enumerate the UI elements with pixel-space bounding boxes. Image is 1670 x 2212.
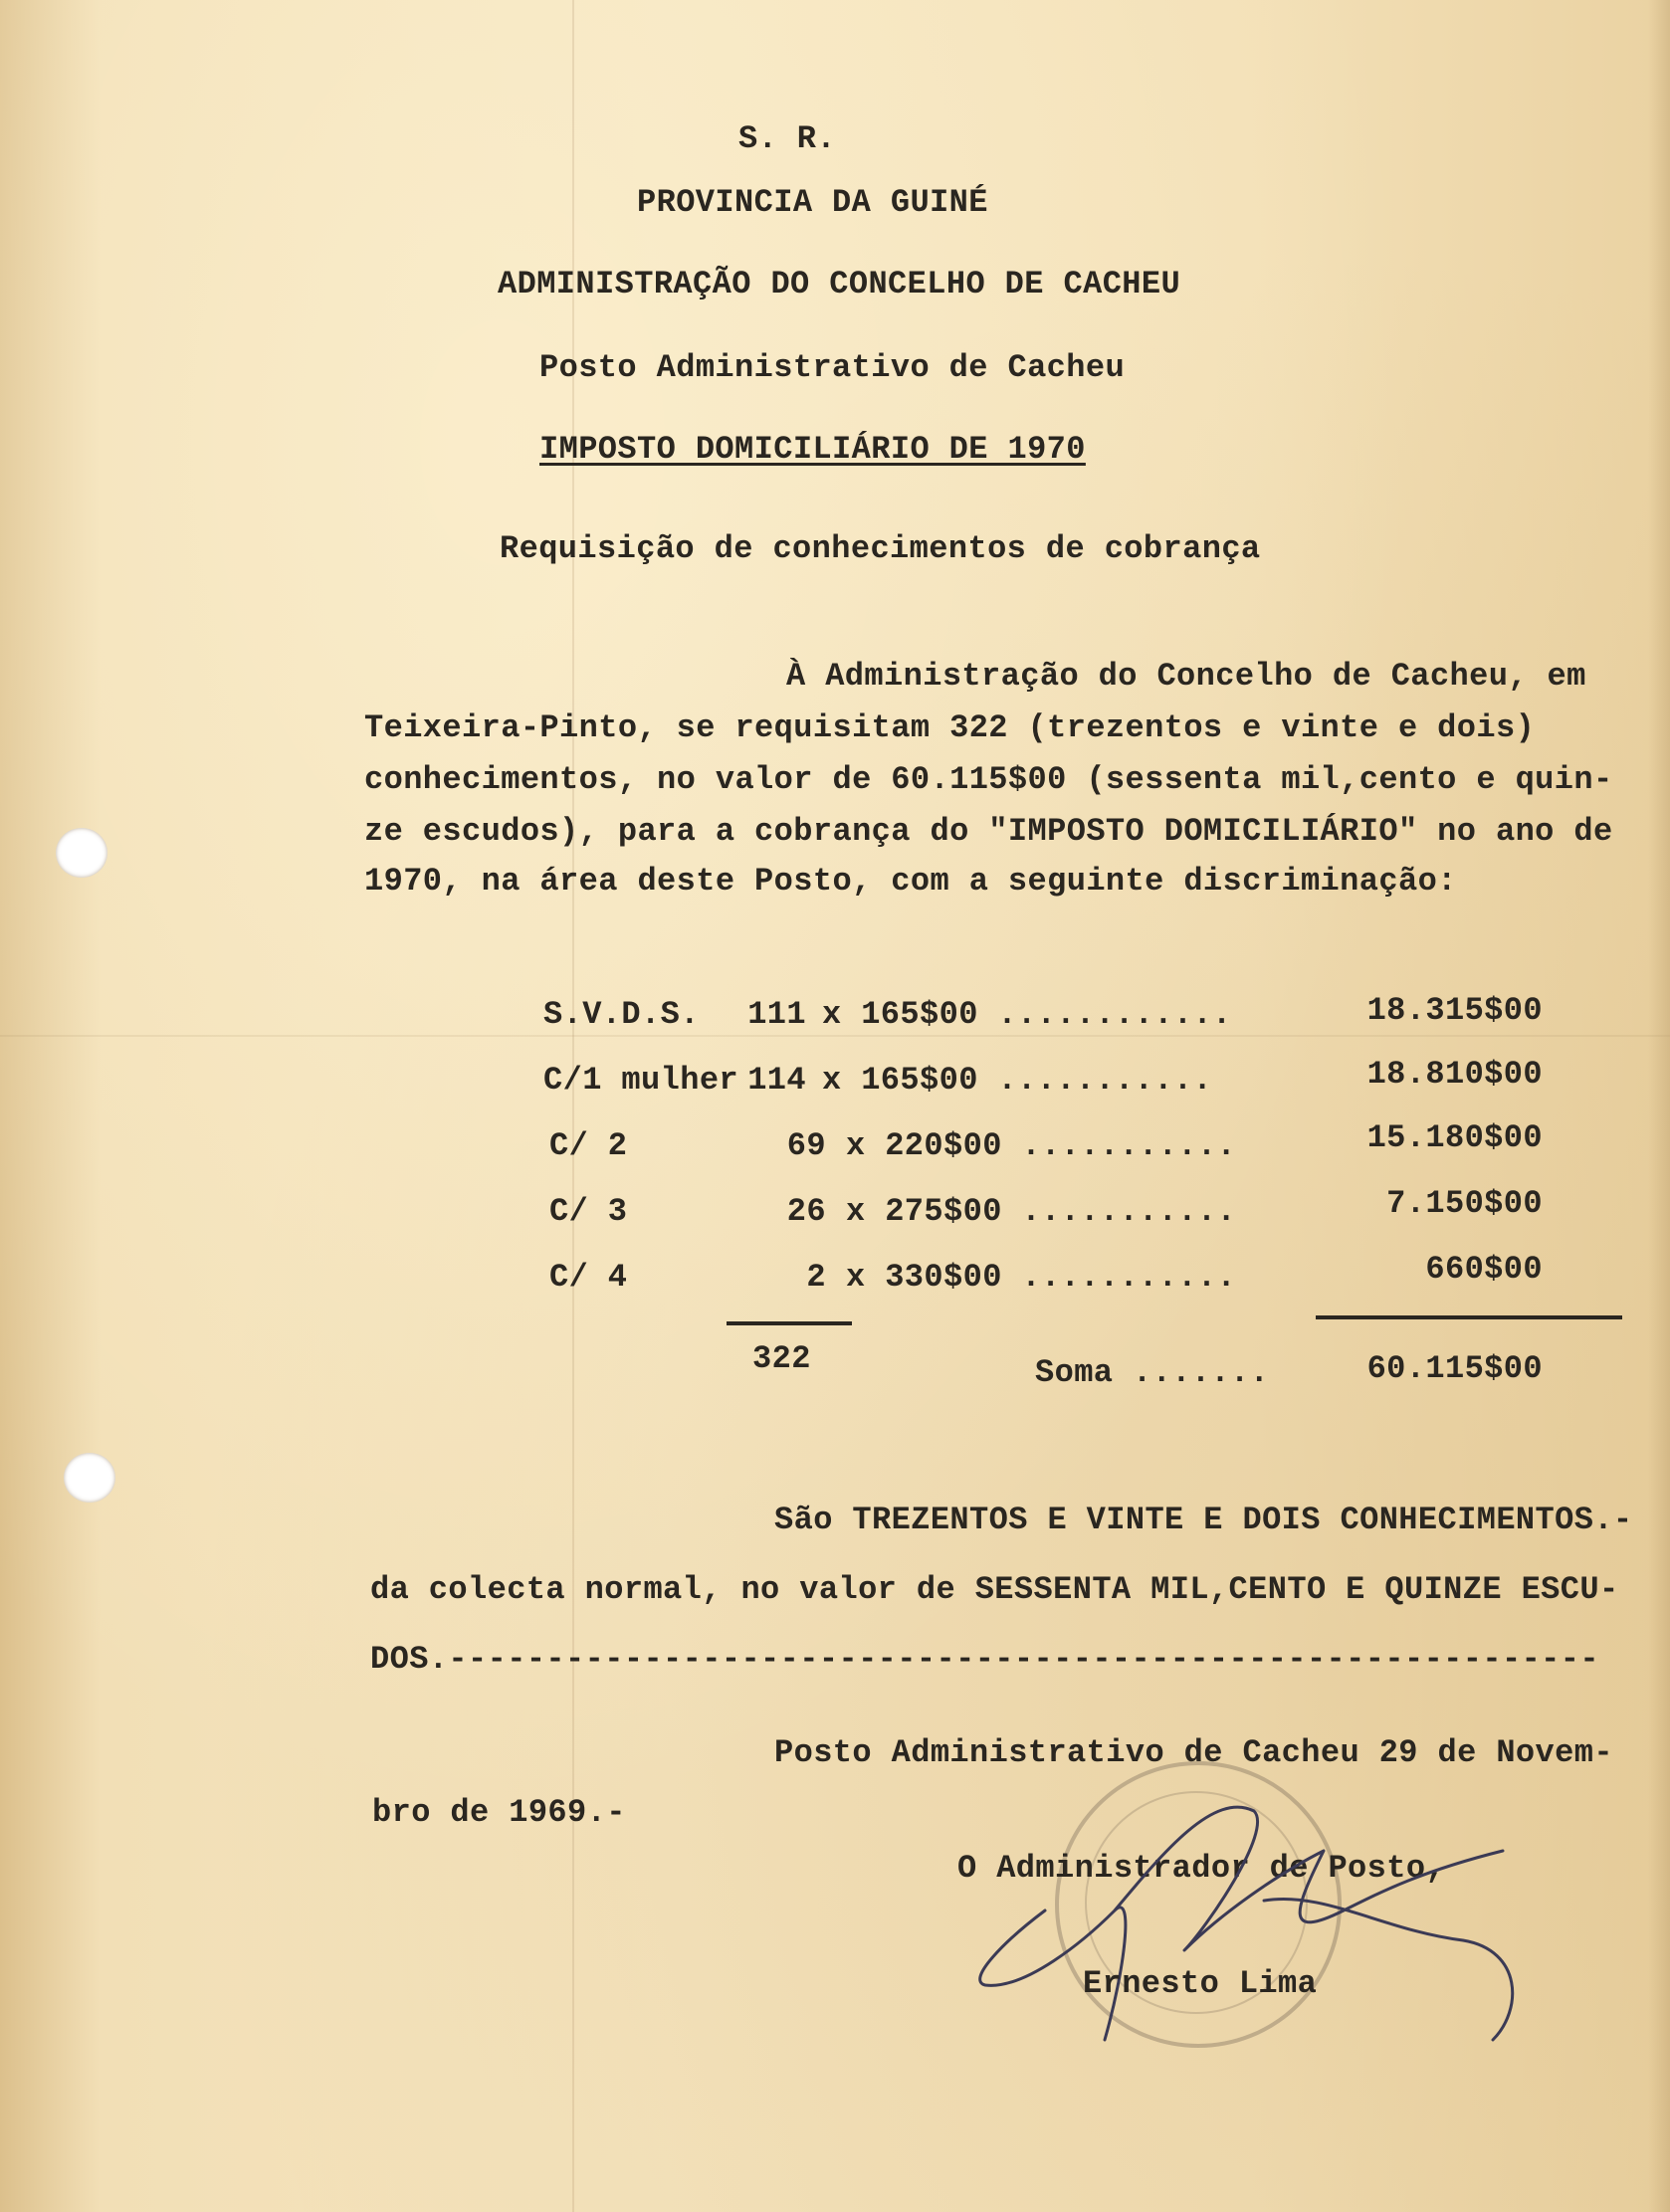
body-line: Teixeira-Pinto, se requisitam 322 (trezentos e vinte e dois) — [364, 709, 1536, 746]
paper-fold — [572, 0, 574, 2212]
row-category: C/ 4 — [549, 1259, 628, 1296]
punch-hole — [64, 1453, 115, 1503]
header-mark: S. R. — [738, 120, 837, 157]
row-calculation: x 220$00 ........... — [846, 1127, 1237, 1164]
quantity-total-rule — [727, 1321, 852, 1325]
closing-line: DOS.----------------------------------------------------------- — [370, 1641, 1599, 1678]
row-quantity: 111 — [747, 996, 806, 1033]
quantity-total: 322 — [752, 1340, 811, 1377]
row-category: S.V.D.S. — [543, 996, 700, 1033]
row-quantity: 69 — [786, 1127, 826, 1164]
administration-heading: ADMINISTRAÇÃO DO CONCELHO DE CACHEU — [498, 266, 1181, 302]
handwritten-signature — [965, 1791, 1523, 2060]
body-line: À Administração do Concelho de Cacheu, em — [786, 658, 1586, 695]
row-amount: 18.315$00 — [1366, 992, 1543, 1029]
signatory-name: Ernesto Lima — [1083, 1965, 1318, 2002]
province-heading: PROVINCIA DA GUINÉ — [637, 184, 988, 221]
sum-label: Soma ....... — [1035, 1354, 1270, 1391]
row-calculation: x 165$00 ............ — [822, 996, 1232, 1033]
body-line: ze escudos), para a cobrança do "IMPOSTO DOMICILIÁRIO" no ano de — [364, 813, 1613, 850]
body-line: 1970, na área deste Posto, com a seguinte discriminação: — [364, 863, 1457, 900]
row-quantity: 114 — [747, 1062, 806, 1099]
tax-title: IMPOSTO DOMICILIÁRIO DE 1970 — [539, 431, 1086, 468]
place-date-line: bro de 1969.- — [372, 1794, 626, 1831]
body-line: conhecimentos, no valor de 60.115$00 (sessenta mil,cento e quin- — [364, 761, 1613, 798]
row-amount: 15.180$00 — [1366, 1119, 1543, 1156]
place-date-line: Posto Administrativo de Cacheu 29 de Novem- — [774, 1734, 1613, 1771]
row-amount: 18.810$00 — [1366, 1056, 1543, 1093]
sum-amount: 60.115$00 — [1366, 1350, 1543, 1387]
row-quantity: 26 — [786, 1193, 826, 1230]
row-calculation: x 330$00 ........... — [846, 1259, 1237, 1296]
row-category: C/1 mulher — [543, 1062, 739, 1099]
punch-hole — [56, 828, 107, 878]
paper-fold — [0, 1035, 1670, 1037]
amount-total-rule — [1316, 1315, 1622, 1319]
document-subject: Requisição de conhecimentos de cobrança — [500, 530, 1261, 567]
signatory-title: O Administrador de Posto, — [957, 1850, 1446, 1887]
row-category: C/ 2 — [549, 1127, 628, 1164]
row-amount: 7.150$00 — [1386, 1185, 1543, 1222]
paper-edge-shadow — [1648, 0, 1670, 2212]
row-quantity: 2 — [806, 1259, 826, 1296]
row-amount: 660$00 — [1425, 1251, 1543, 1288]
closing-line: São TREZENTOS E VINTE E DOIS CONHECIMENTOS.- — [774, 1502, 1633, 1538]
row-calculation: x 165$00 ........... — [822, 1062, 1213, 1099]
closing-line: da colecta normal, no valor de SESSENTA MIL,CENTO E QUINZE ESCU- — [370, 1571, 1619, 1608]
post-heading: Posto Administrativo de Cacheu — [539, 349, 1126, 386]
row-calculation: x 275$00 ........... — [846, 1193, 1237, 1230]
row-category: C/ 3 — [549, 1193, 628, 1230]
